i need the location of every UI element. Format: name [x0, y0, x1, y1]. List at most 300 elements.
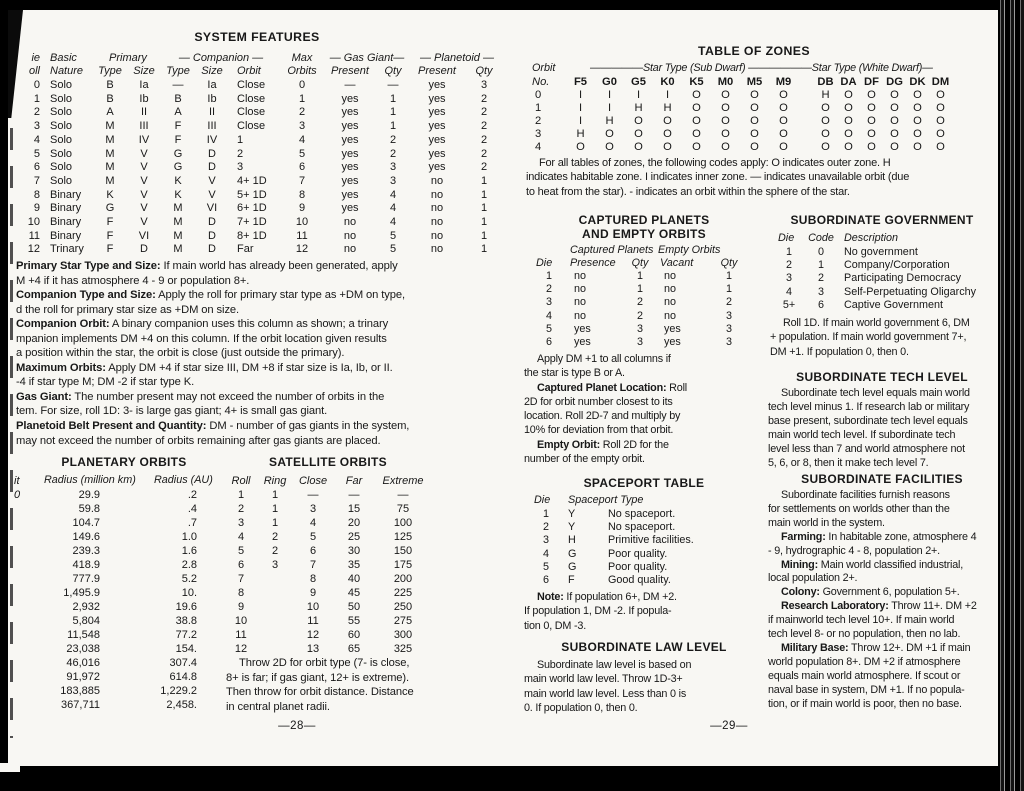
table-cell: 1.0	[181, 531, 197, 543]
table-cell: H	[605, 115, 614, 127]
table-cell: M	[173, 243, 183, 256]
table-cell: 55	[347, 615, 361, 627]
table-cell: Ring	[263, 475, 287, 487]
table-cell: 4	[309, 517, 317, 529]
planetary-col-header-km: Radius (million km)	[44, 474, 136, 486]
table-cell: 12	[27, 243, 40, 256]
table-cell: O	[692, 141, 701, 153]
captured-planets-group-header	[532, 244, 746, 257]
table-cell: H	[576, 128, 585, 140]
table-cell: Presence	[570, 257, 616, 269]
table-cell: Ib	[207, 92, 217, 105]
left-page	[14, 10, 514, 766]
table-cell: Trinary	[50, 243, 84, 256]
table-cell: 45	[347, 587, 361, 599]
table-cell: O	[936, 115, 945, 127]
table-cell: O	[779, 141, 788, 153]
table-cell: 4	[237, 531, 245, 543]
table-cell: O	[936, 89, 945, 101]
table-cell	[100, 474, 197, 488]
table-cell: yes	[428, 92, 446, 105]
table-cell: O	[721, 141, 730, 153]
table-cell: M	[105, 133, 115, 146]
table-cell: Close	[237, 106, 266, 119]
table-cell: 11,548	[67, 629, 100, 641]
table-cell: Extreme	[382, 475, 424, 487]
table-cell: O	[844, 115, 853, 127]
table-cell: 614.8	[169, 671, 197, 683]
table-cell: Company/Corporation	[844, 259, 950, 272]
table-cell: O	[779, 115, 788, 127]
table-cell: B	[106, 79, 114, 91]
table-cell: O	[692, 128, 701, 140]
table-cell: no	[430, 202, 444, 215]
table-cell: no	[664, 309, 677, 322]
table-cell: G	[173, 147, 183, 160]
table-cell: 9	[309, 587, 317, 599]
col-header: Empty Orbits	[658, 244, 721, 256]
table-cell	[14, 558, 28, 572]
table-cell: III	[207, 120, 217, 133]
table-cell: D	[208, 229, 216, 242]
text-line: Captured Planet Location: Roll	[537, 381, 687, 394]
spaceport-table	[532, 508, 762, 587]
orbit-type-note	[226, 656, 502, 714]
table-cell: 5	[237, 545, 245, 557]
table-cell: O	[663, 128, 672, 140]
table-cell: 2	[271, 545, 279, 557]
spaceport-table-title: SPACEPORT TABLE	[583, 476, 705, 490]
table-cell: 2	[785, 259, 792, 272]
table-cell: 7	[298, 174, 306, 187]
text-line: main world in the system.	[768, 516, 885, 529]
table-cell: Primitive facilities.	[608, 534, 694, 547]
col-header	[532, 244, 566, 257]
table-cell: 3	[535, 128, 542, 140]
table-cell: 7	[309, 559, 317, 571]
table-cell: no	[574, 309, 587, 322]
table-cell: 25	[347, 531, 361, 543]
table-cell: 200	[393, 573, 413, 585]
table-cell: F	[174, 133, 182, 146]
table-cell: O	[913, 141, 922, 153]
table-cell: V	[140, 161, 148, 174]
table-cell: Ia	[207, 79, 217, 91]
table-cell	[14, 684, 28, 698]
text-line: DM +1. If population 0, then 0.	[770, 345, 909, 358]
table-cell: Solo	[50, 174, 73, 187]
table-cell: no	[430, 188, 444, 201]
table-cell: 2	[545, 283, 552, 296]
table-cell: 3	[389, 174, 397, 187]
table-cell: O	[721, 115, 730, 127]
table-cell: Far	[345, 475, 363, 487]
captured-planets-table	[532, 270, 746, 349]
table-cell: Ia	[139, 79, 149, 91]
table-cell: 1	[480, 229, 488, 242]
text-line: 10% for deviation from that orbit.	[524, 424, 674, 437]
table-cell: 6	[33, 161, 40, 174]
table-cell: 3	[542, 534, 549, 547]
table-cell	[798, 89, 814, 102]
table-cell: 3	[298, 120, 306, 133]
table-cell: no	[430, 216, 444, 229]
table-cell: no	[343, 243, 357, 256]
table-cell: F	[106, 216, 114, 229]
table-cell: 8	[33, 188, 40, 201]
table-cell: 3	[785, 272, 792, 285]
table-cell: 60	[347, 629, 361, 641]
table-cell: M9	[775, 76, 792, 88]
table-cell: 5	[389, 243, 397, 256]
system-features-header-2	[18, 65, 504, 79]
page-number-left: —28—	[278, 720, 316, 732]
table-cell: V	[140, 174, 148, 187]
table-cell: O	[750, 115, 759, 127]
table-cell: Participating Democracy	[844, 272, 962, 285]
table-cell: 3	[636, 336, 643, 349]
text-line: Companion Type and Size: Apply the roll for primary star type as +DM on type,	[16, 289, 406, 302]
text-line: to heat from the star). - indicates an orbit within the sphere of the star.	[526, 185, 850, 198]
table-cell: O	[867, 115, 876, 127]
table-cell: 10	[234, 615, 248, 627]
table-cell: 20	[347, 517, 361, 529]
table-cell: Close	[298, 475, 328, 487]
table-cell: O	[779, 102, 788, 114]
text-line: Primary Star Type and Size: If main world has already been generated, apply	[16, 260, 398, 272]
system-features-title: SYSTEM FEATURES	[194, 30, 320, 44]
table-cell: Binary	[50, 202, 82, 215]
table-cell: —	[344, 79, 356, 91]
table-cell: M	[105, 174, 115, 187]
table-cell: F5	[573, 76, 588, 88]
table-cell: Poor quality.	[608, 560, 668, 573]
table-cell: F	[106, 229, 114, 242]
table-cell: 5+	[782, 298, 796, 311]
table-cell: 2	[636, 309, 643, 322]
table-cell: .7	[187, 517, 197, 529]
table-cell: 1	[817, 259, 824, 272]
right-page	[524, 10, 994, 766]
text-line: Roll 1D. If main world government 6, DM	[783, 317, 970, 329]
table-cell: 0	[817, 246, 824, 258]
table-cell: I	[607, 102, 612, 114]
col-header: oll	[28, 65, 40, 77]
table-cell: H	[568, 534, 576, 547]
table-cell: 77.2	[175, 629, 197, 641]
table-cell: O	[821, 115, 830, 127]
table-cell: 5	[298, 147, 306, 160]
table-cell: 149.6	[72, 531, 100, 543]
text-line: tech level 8- or no population, then no lab.	[768, 628, 961, 641]
table-cell: O	[913, 128, 922, 140]
table-cell: 239.3	[72, 545, 100, 557]
text-line: level less than 7 and world atmosphere not	[768, 442, 965, 455]
table-cell: V	[140, 147, 148, 160]
text-line: 8+ is far; if gas giant, 12+ is extreme).	[226, 671, 410, 684]
table-cell: 4	[785, 285, 792, 298]
table-cell: 325	[393, 643, 413, 655]
table-cell: 1.6	[181, 545, 197, 557]
text-line: Subordinate facilities furnish reasons	[781, 489, 950, 501]
table-cell: Captive Government	[844, 298, 944, 311]
text-line: main world law level. Throw 1D-3+	[524, 673, 683, 686]
table-cell: G	[568, 547, 577, 560]
table-cell: 1	[636, 270, 643, 282]
table-cell	[14, 530, 28, 544]
table-cell: 40	[347, 573, 361, 585]
table-cell: Binary	[50, 188, 82, 201]
table-cell: 3	[237, 517, 245, 529]
table-cell: 5,804	[72, 615, 100, 627]
text-line: Subordinate law level is based on	[537, 659, 692, 671]
table-cell	[14, 614, 28, 628]
table-cell: O	[913, 89, 922, 101]
table-cell: M	[173, 216, 183, 229]
text-line: location. Roll 2D-7 and multiply by	[524, 410, 681, 423]
table-cell: 1	[545, 270, 552, 282]
text-line: indicates habitable zone. I indicates inner zone. — indicates unavailable orbit (due	[526, 171, 910, 184]
table-cell: K	[174, 174, 182, 187]
spaceport-note	[524, 590, 764, 633]
subordinate-facilities-title: SUBORDINATE FACILITIES	[801, 472, 963, 486]
text-line: naval base in system, DM +1. If no popula-	[768, 683, 965, 696]
text-line: equals main world atmosphere. If scout or	[768, 669, 961, 682]
table-cell: yes	[428, 120, 446, 133]
zones-col-headers	[532, 76, 952, 89]
col-header: Captured Planets	[570, 244, 654, 256]
text-line: 5, 6, or 8, then it make tech level 7.	[768, 456, 929, 469]
col-header: Present	[418, 65, 456, 77]
table-cell: 4	[389, 216, 397, 229]
book-spine-shadow	[10, 128, 13, 738]
table-cell: III	[139, 120, 149, 133]
col-header: Nature	[50, 65, 84, 77]
table-cell: A	[174, 106, 182, 119]
table-cell: 1	[271, 517, 279, 529]
table-cell: VI	[206, 202, 218, 215]
table-cell: —	[397, 489, 409, 501]
table-cell: 2	[636, 296, 643, 309]
text-line: tion 0, DM -3.	[524, 619, 587, 632]
text-line: local population 2+.	[768, 572, 858, 585]
table-cell: 150	[393, 545, 413, 557]
table-cell: DG	[886, 76, 903, 88]
table-cell	[14, 656, 28, 670]
table-cell: yes	[664, 322, 681, 335]
text-line: Companion Orbit: A binary companion uses this column as shown; a trinary	[16, 318, 389, 331]
table-cell: 1	[725, 270, 732, 282]
text-line: Note: If population 6+, DM +2.	[537, 591, 677, 603]
table-cell: 1	[271, 503, 279, 515]
text-line: + population. If main world government 7+,	[770, 331, 967, 344]
table-cell: 2	[480, 161, 488, 174]
table-cell: 10.	[181, 587, 197, 599]
planetary-orbits-table	[14, 474, 197, 712]
table-cell: 1	[480, 174, 488, 187]
table-cell: Qty	[720, 257, 738, 269]
table-cell: H	[663, 102, 672, 114]
table-cell: yes	[341, 202, 359, 215]
table-cell: O	[867, 102, 876, 114]
table-cell: D	[140, 243, 148, 256]
table-cell: F	[568, 574, 575, 587]
table-cell: 2	[271, 531, 279, 543]
table-cell: H	[634, 102, 643, 114]
table-cell: DA	[840, 76, 857, 88]
text-line: Planetoid Belt Present and Quantity: DM - number of gas giants in the system,	[16, 420, 410, 433]
table-cell: 5.2	[181, 573, 197, 585]
table-cell: 2	[298, 106, 306, 119]
table-cell: DF	[864, 76, 879, 88]
table-cell: M	[173, 229, 183, 242]
col-header: Max	[291, 52, 313, 64]
table-cell: 12	[295, 243, 309, 256]
table-cell	[14, 670, 28, 684]
table-cell: 12	[306, 629, 320, 641]
table-cell: no	[343, 216, 357, 229]
table-cell: yes	[428, 161, 446, 174]
table-cell	[258, 614, 292, 628]
table-cell: 2	[237, 147, 244, 160]
table-cell: 7	[237, 573, 245, 585]
text-line: If population 1, DM -2. If popula-	[524, 605, 672, 618]
table-cell: 0	[33, 79, 40, 91]
table-cell: 1	[480, 202, 488, 215]
table-cell	[14, 698, 28, 712]
zones-header-span	[532, 62, 972, 74]
table-cell: O	[844, 102, 853, 114]
table-cell: Ib	[139, 92, 149, 105]
table-cell	[258, 628, 292, 642]
subordinate-tech-title: SUBORDINATE TECH LEVEL	[796, 370, 968, 384]
table-cell: O	[779, 128, 788, 140]
table-cell: Far	[237, 243, 254, 256]
table-cell: O	[605, 128, 614, 140]
table-cell: O	[936, 102, 945, 114]
table-cell: O	[913, 102, 922, 114]
table-cell: 75	[396, 503, 410, 515]
table-cell: no	[664, 283, 677, 296]
zones-orbit-label: Orbit	[532, 62, 556, 74]
table-cell: 104.7	[72, 517, 100, 529]
table-cell	[14, 600, 28, 614]
table-cell: no	[664, 296, 677, 309]
table-cell: 4	[33, 133, 40, 146]
col-header: Basic	[50, 52, 77, 64]
table-cell: 4	[389, 188, 397, 201]
col-header: Present	[331, 65, 369, 77]
col-header: Orbit	[237, 65, 261, 77]
table-cell: O	[692, 115, 701, 127]
table-cell: O	[750, 128, 759, 140]
text-line: for settlements on worlds other than the	[768, 502, 950, 515]
table-cell: I	[607, 89, 612, 101]
text-line: Research Laboratory: Throw 11+. DM +2	[781, 600, 977, 613]
table-cell: 2	[389, 147, 397, 160]
table-cell: yes	[341, 174, 359, 187]
table-cell	[28, 474, 100, 488]
table-cell: 4	[545, 309, 552, 322]
text-line: Military Base: Throw 12+. DM +1 if main	[781, 641, 971, 654]
table-cell: 2	[480, 147, 488, 160]
table-cell: 1	[237, 489, 245, 501]
col-header: Type	[98, 65, 122, 77]
table-cell: 1	[480, 243, 488, 256]
subordinate-government-table	[774, 246, 996, 312]
table-cell: 8	[298, 188, 306, 201]
zones-star-type-label: —————Star Type (Sub Dwarf) ——————Star Type (White Dwarf)—	[590, 62, 933, 74]
table-cell: yes	[428, 147, 446, 160]
text-line: the star is type B or A.	[524, 367, 625, 380]
text-line: may not exceed the number of orbits remaining after gas giants are placed.	[16, 434, 381, 447]
table-cell: 307.4	[169, 657, 197, 669]
table-cell: O	[844, 141, 853, 153]
table-cell: 4	[389, 202, 397, 215]
table-cell: 11	[235, 629, 247, 641]
table-cell: M	[105, 147, 115, 160]
table-cell: 50	[347, 601, 361, 613]
text-line: Empty Orbit: Roll 2D for the	[537, 438, 669, 451]
table-cell: no	[664, 270, 677, 282]
table-cell: 10	[306, 601, 320, 613]
table-cell: O	[779, 89, 788, 101]
table-cell: 2	[480, 92, 488, 105]
system-features-header-1	[18, 52, 504, 66]
table-cell: yes	[341, 133, 359, 146]
table-cell: —	[172, 79, 184, 91]
table-cell: O	[890, 128, 899, 140]
table-cell: D	[208, 147, 216, 160]
captured-planets-title-1: CAPTURED PLANETS	[578, 213, 710, 227]
table-of-zones-title: TABLE OF ZONES	[698, 44, 810, 58]
page-number-right: —29—	[710, 720, 748, 732]
table-cell: Roll	[231, 475, 251, 487]
col-header: — Planetoid —	[420, 52, 494, 64]
table-cell: D	[208, 216, 216, 229]
table-cell: 3	[725, 322, 732, 335]
table-cell: yes	[664, 336, 681, 349]
table-cell: 13	[306, 643, 320, 655]
table-cell: 1,495.9	[63, 587, 100, 599]
table-cell: Binary	[50, 229, 82, 242]
table-cell: 125	[393, 531, 413, 543]
table-cell: 4	[298, 133, 306, 146]
table-cell: 5	[33, 147, 40, 160]
table-cell: 9	[298, 202, 306, 215]
table-cell	[798, 141, 814, 154]
text-line: if mainworld tech level 10+. If main world	[768, 614, 955, 627]
table-cell: IV	[206, 133, 218, 146]
subordinate-government-header	[774, 232, 996, 245]
table-cell: VI	[138, 229, 150, 242]
table-cell: O	[576, 141, 585, 153]
text-line: world population 8+. DM +2 if atmosphere	[768, 655, 961, 668]
col-header: Size	[133, 65, 155, 77]
satellite-orbits-title: SATELLITE ORBITS	[269, 455, 387, 469]
table-cell: O	[721, 89, 730, 101]
table-cell: Solo	[50, 161, 73, 174]
table-cell: G	[568, 560, 577, 573]
table-cell: 4	[542, 547, 549, 560]
subordinate-law-title: SUBORDINATE LAW LEVEL	[561, 640, 727, 654]
table-cell: no	[574, 270, 587, 282]
table-cell	[258, 642, 292, 656]
table-cell: 3	[389, 161, 397, 174]
table-cell: 275	[393, 615, 413, 627]
table-cell: V	[208, 188, 216, 201]
table-cell: 11	[28, 229, 40, 242]
